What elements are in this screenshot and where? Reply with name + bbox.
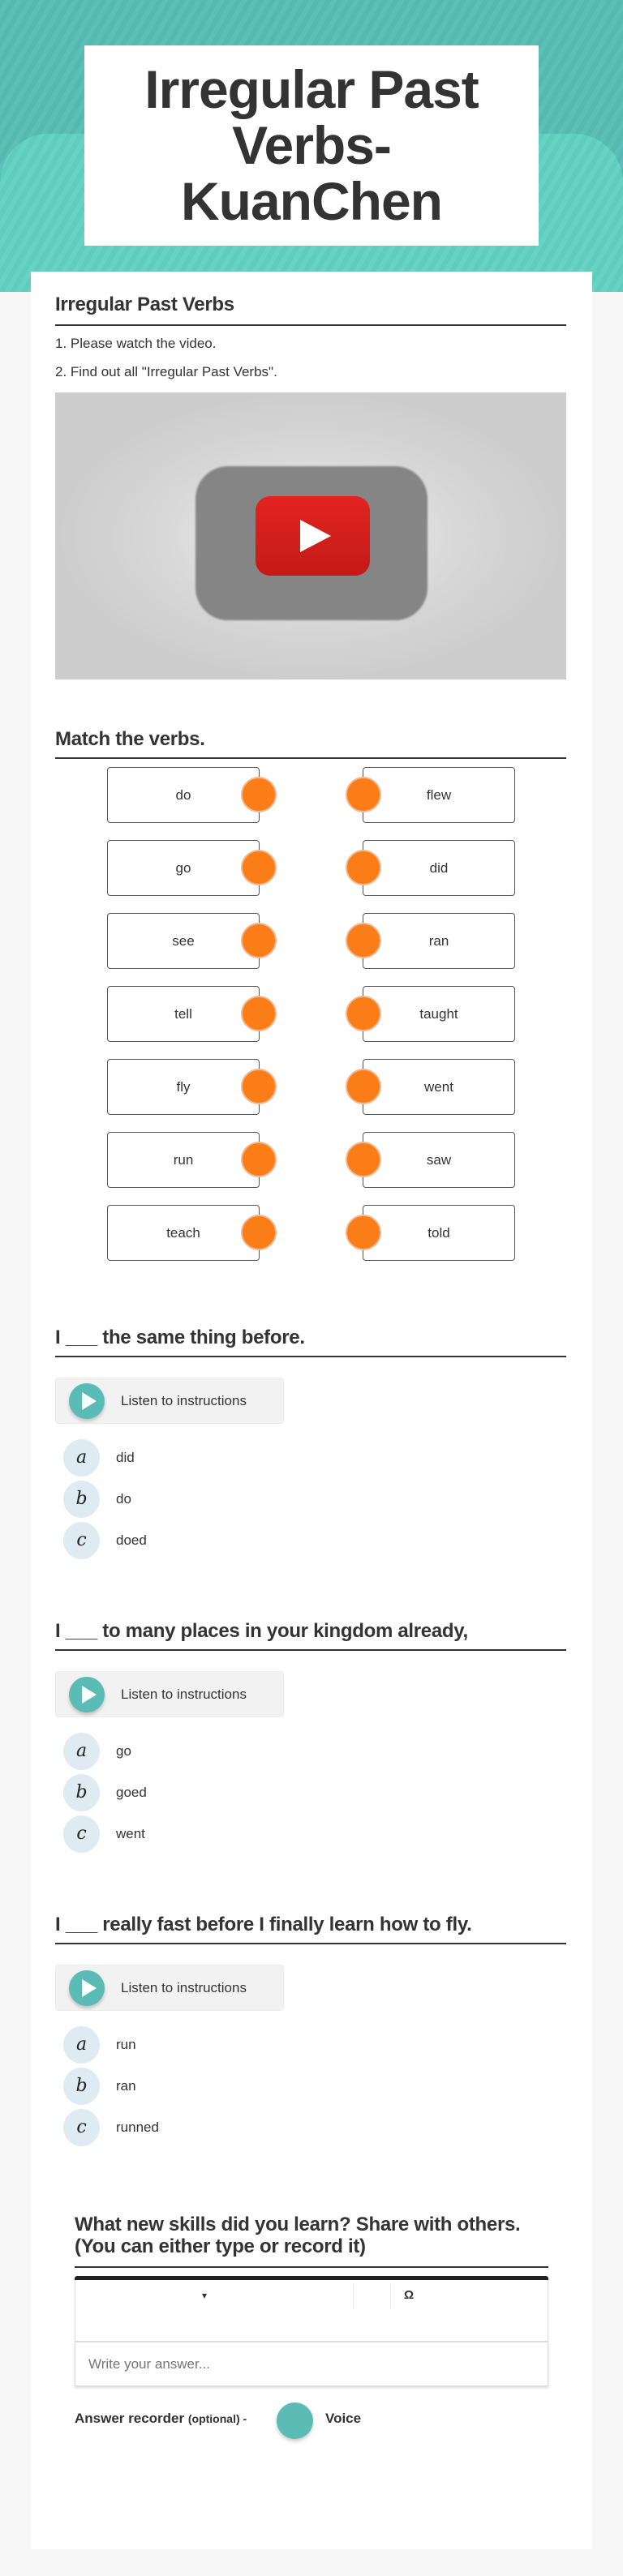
match-right-text: did [429, 859, 449, 876]
listen-label: Listen to instructions [121, 1393, 247, 1408]
answer-option[interactable] [63, 1733, 388, 1770]
match-connector-right[interactable] [346, 996, 381, 1031]
intro-heading: Irregular Past Verbs [55, 294, 234, 315]
match-right-item[interactable] [363, 1132, 515, 1188]
listen-instructions-button[interactable] [55, 1965, 284, 2011]
match-left-text: do [175, 787, 191, 803]
answer-option[interactable] [63, 1481, 388, 1518]
match-right-text: flew [426, 787, 452, 803]
match-connector-left[interactable] [241, 1069, 277, 1104]
answer-option[interactable] [63, 1774, 388, 1811]
match-left-item[interactable] [107, 840, 260, 896]
match-connector-left[interactable] [241, 1215, 277, 1250]
question-prompt: I ___ the same thing before. [55, 1327, 305, 1348]
match-left-item[interactable] [107, 767, 260, 823]
match-right-text: went [424, 1078, 453, 1095]
format-dropdown-caret-icon[interactable]: ▾ [202, 2290, 208, 2301]
divider [55, 1356, 566, 1357]
match-connector-left[interactable] [241, 996, 277, 1031]
special-characters-button[interactable]: Ω [404, 2288, 415, 2302]
match-connector-right[interactable] [346, 1142, 381, 1177]
option-letter-badge: c [63, 1522, 100, 1559]
answer-option[interactable] [63, 2026, 388, 2064]
match-left-item[interactable] [107, 986, 260, 1042]
option-text: do [116, 1491, 131, 1507]
play-icon [69, 1383, 105, 1419]
option-text: run [116, 2037, 136, 2052]
record-voice-button[interactable] [277, 2402, 313, 2439]
page-title: Irregular Past Verbs-KuanChen [144, 59, 479, 231]
option-letter-badge: a [63, 1733, 100, 1770]
listen-instructions-button[interactable] [55, 1378, 284, 1424]
match-right-text: told [428, 1224, 450, 1241]
recorder-label-text: Answer recorder [75, 2411, 185, 2426]
match-left-item[interactable] [107, 1132, 260, 1188]
option-text: ran [116, 2078, 136, 2094]
match-heading: Match the verbs. [55, 728, 205, 750]
answer-option[interactable] [63, 2109, 388, 2146]
question-prompt: I ___ to many places in your kingdom already, [55, 1620, 468, 1642]
divider [55, 1943, 566, 1944]
option-letter-badge: b [63, 1774, 100, 1811]
match-connector-right[interactable] [346, 923, 381, 958]
option-text: go [116, 1743, 131, 1759]
match-left-text: teach [166, 1224, 200, 1241]
answer-option[interactable] [63, 1439, 388, 1477]
option-letter-badge: a [63, 1439, 100, 1477]
divider [55, 324, 566, 326]
answer-recorder-label [75, 2411, 247, 2427]
option-text: went [116, 1826, 145, 1841]
title-box [84, 45, 539, 246]
option-letter-badge: c [63, 1815, 100, 1853]
divider [55, 1649, 566, 1651]
match-connector-left[interactable] [241, 1142, 277, 1177]
editor-toolbar [75, 2280, 548, 2342]
listen-label: Listen to instructions [121, 1980, 247, 1995]
option-letter-badge: c [63, 2109, 100, 2146]
play-icon [300, 520, 331, 552]
match-left-item[interactable] [107, 1059, 260, 1115]
option-letter-badge: b [63, 2068, 100, 2105]
match-connector-right[interactable] [346, 777, 381, 812]
youtube-play-button[interactable] [256, 496, 370, 576]
divider [55, 757, 566, 759]
match-left-text: fly [176, 1078, 191, 1095]
match-right-item[interactable] [363, 1205, 515, 1261]
listen-label: Listen to instructions [121, 1687, 247, 1702]
option-text: doed [116, 1532, 147, 1548]
match-connector-left[interactable] [241, 777, 277, 812]
intro-line: 1. Please watch the video. [55, 336, 217, 351]
match-connector-right[interactable] [346, 1069, 381, 1104]
match-left-item[interactable] [107, 913, 260, 969]
option-text: did [116, 1450, 135, 1465]
answer-editor [75, 2276, 548, 2386]
match-left-text: run [173, 1151, 194, 1168]
intro-line: 2. Find out all "Irregular Past Verbs". [55, 364, 277, 379]
match-right-item[interactable] [363, 840, 515, 896]
match-left-text: go [175, 859, 191, 876]
option-text: runned [116, 2120, 159, 2135]
match-right-item[interactable] [363, 913, 515, 969]
match-right-item[interactable] [363, 1059, 515, 1115]
match-left-text: tell [174, 1005, 192, 1022]
option-text: goed [116, 1785, 147, 1800]
play-icon [69, 1970, 105, 2006]
match-left-text: see [172, 932, 195, 949]
divider [75, 2266, 548, 2268]
video-player[interactable] [55, 392, 566, 679]
match-connector-left[interactable] [241, 923, 277, 958]
listen-instructions-button[interactable] [55, 1671, 284, 1717]
match-connector-right[interactable] [346, 850, 381, 885]
voice-label: Voice [325, 2411, 362, 2426]
match-right-item[interactable] [363, 986, 515, 1042]
optional-label: (optional) - [187, 2412, 247, 2425]
answer-option[interactable] [63, 1815, 388, 1853]
match-connector-right[interactable] [346, 1215, 381, 1250]
answer-option[interactable] [63, 2068, 388, 2105]
open-question-heading: What new skills did you learn? Share with others. (You can either type or record it) [75, 2214, 521, 2257]
answer-option[interactable] [63, 1522, 388, 1559]
option-letter-badge: a [63, 2026, 100, 2064]
match-right-item[interactable] [363, 767, 515, 823]
match-left-item[interactable] [107, 1205, 260, 1261]
match-connector-left[interactable] [241, 850, 277, 885]
play-icon [69, 1677, 105, 1712]
match-right-text: taught [419, 1005, 458, 1022]
question-prompt: I ___ really fast before I finally learn how to fly. [55, 1914, 472, 1935]
match-right-text: saw [426, 1151, 452, 1168]
option-letter-badge: b [63, 1481, 100, 1518]
answer-input[interactable] [75, 2342, 548, 2386]
match-right-text: ran [428, 932, 449, 949]
